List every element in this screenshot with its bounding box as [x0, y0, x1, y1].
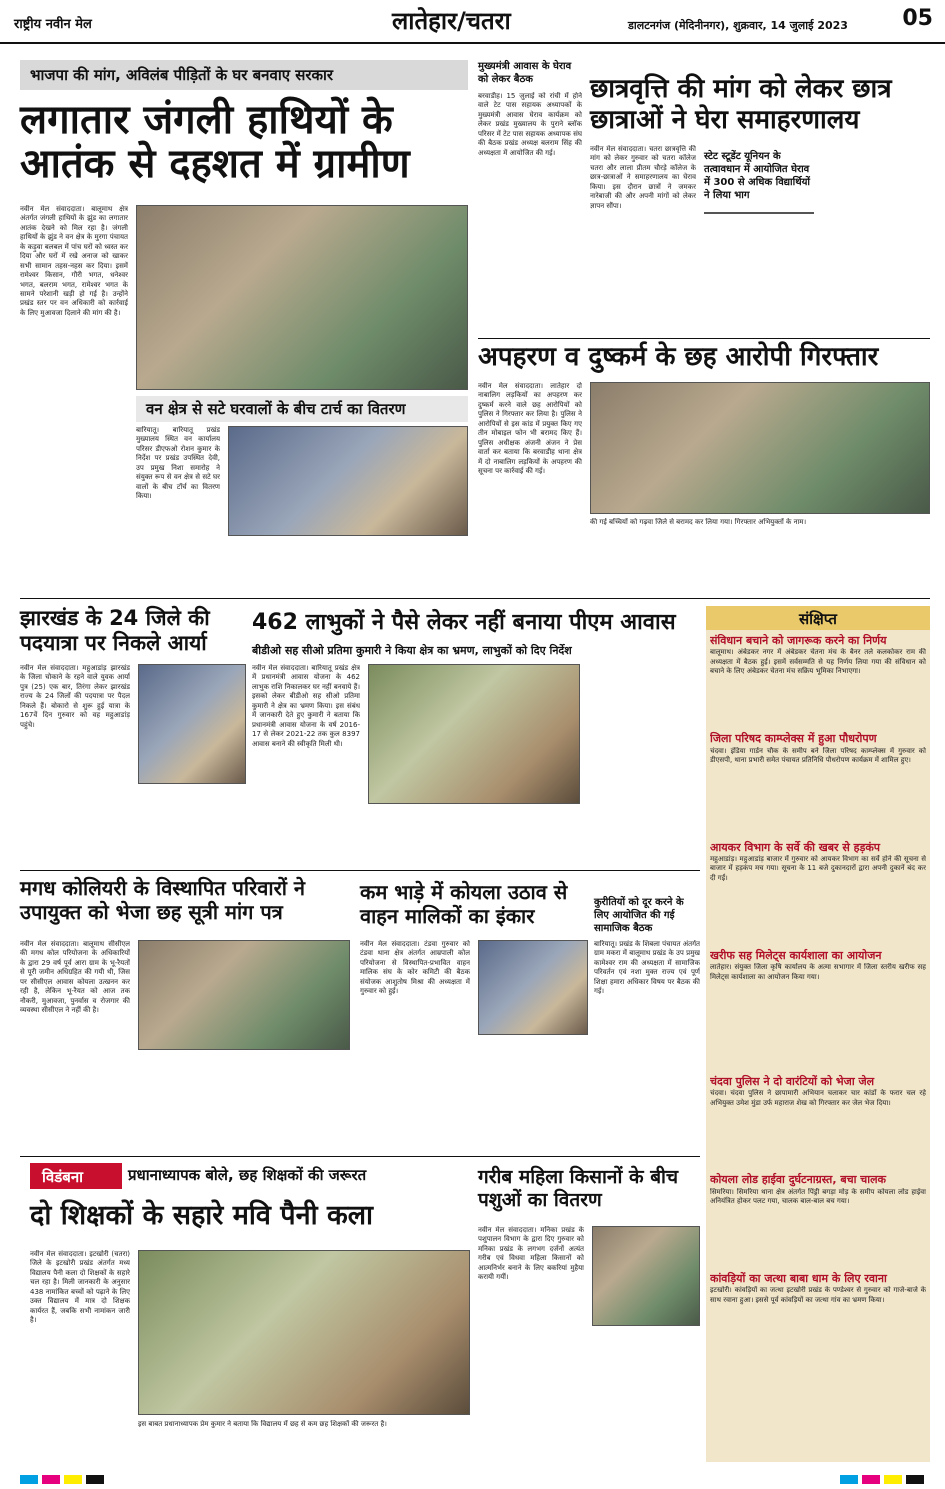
scholarship-headline: छात्रवृत्ति की मांग को लेकर छात्र छात्राओं ने घेरा समाहरणालय: [590, 74, 892, 136]
sankshipt-item-head: जिला परिषद काम्प्लेक्स में हुआ पौधरोपण: [710, 732, 877, 746]
magadh-body: नवीन मेल संवाददाता। बालूमाथ सीसीएल की मगध कोल परियोजना के अधिकारियों के द्वारा 29 वर्ष पूर्व आरा ग्राम के भू-रैयतों से पूरी जमीन अधिग्रहित की गयी थी, जिस पर सीसीएल आवास कोयला उत्खनन कर रही है, लेकिन भू-रैयत को आज तक नौकरी, मुआवजा, पुनर्वास व रोजगार की व्यवस्था सीसीएल ने नहीं की है।: [20, 940, 130, 1015]
sankshipt-item-head: आयकर विभाग के सर्वे की खबर से हड़कंप: [710, 840, 881, 854]
coal-body: नवीन मेल संवाददाता। टंडवा गुरुवार को टंडवा थाना क्षेत्र अंतर्गत आम्रपाली कोल परियोजना से विस्थापित-प्रभावित वाहन मालिक संघ के कोर कमिटी की बैठक संयोजक आशुतोष मिश्रा की अध्यक्षता में गुरुवार को हुई।: [360, 940, 470, 996]
torch-headline: वन क्षेत्र से सटे घरवालों के बीच टार्च का वितरण: [146, 400, 406, 418]
sankshipt-item-body: बालूमाथ। अंबेडकर नगर में अंबेडकर चेतना मंच के बैनर तले कलकोकर राम की अध्यक्षता में बैठक हुई। इसमें सर्वसम्मति से यह निर्णय लिया गया की संविधान को बचाने के लिए अंबेडकर चेतना मंच सक्रिय भूमिका निभाएगा।: [710, 648, 926, 676]
scholarship-subhead: स्टेट स्टूडेंट यूनियन के तत्वावधान में आयोजित घेराव में 300 से अधिक विद्यार्थियों ने लिया भाग: [704, 151, 811, 201]
sankshipt-item: [710, 949, 926, 1075]
coal-photo: [478, 940, 588, 1035]
print-color-bar: [0, 1470, 945, 1489]
dateline: डालटनगंज (मेदिनीनगर), शुक्रवार, 14 जुलाई 2023: [628, 19, 848, 32]
pm-awas-headline: 462 लाभुकों ने पैसे लेकर नहीं बनाया पीएम आवास: [252, 610, 676, 635]
torch-body: बारियातू। बारियातू प्रखंड मुख्यालय स्थित वन कार्यालय परिसर डीएफओ रोशन कुमार के निर्देश पर प्रखंड उपस्थित देवी, उप प्रमुख निशा समारोह ने संयुक्त रूप से वन क्षेत्र से सटे घर वालों के बीच टॉर्च का वितरण किया।: [136, 426, 220, 501]
pm-awas-subhead: बीडीओ सह सीओ प्रतिमा कुमारी ने किया क्षेत्र का भ्रमण, लाभुकों को दिए निर्देश: [252, 644, 572, 657]
lead-photo: [136, 205, 468, 390]
abduction-body: नवीन मेल संवाददाता। लातेहार दो नाबालिग लड़कियों का अपहरण कर दुष्कर्म करने वाले छह आरोपियों को पुलिस ने गिरफ्तार कर लिया है। पुलिस ने आरोपियों से इस कांड में प्रयुक्त किए गए तीन मोबाइल फोन भी बरामद किए हैं। पुलिस अधीक्षक अंजनी अंजन ने प्रेस वार्ता कर बताया कि बरवाडीह थाना क्षेत्र में दो नाबालिग लड़कियों के अपहरण की सूचना पर कार्रवाई की गई।: [478, 382, 582, 475]
masthead: [0, 0, 945, 44]
sankshipt-item-body: इटखोरी। कांवड़ियों का जत्था इटखोरी प्रखंड के पण्डेश्वर से गुरुवार को गाजे-बाजे के साथ रवाना हुआ। इससे पूर्व कांवड़ियों का जत्था गांव का भ्रमण किया।: [710, 1286, 926, 1304]
kuriti-headline: कुरीतियों को दूर करने के लिए आयोजित की गई सामाजिक बैठक: [594, 897, 684, 934]
page-number: 05: [902, 6, 933, 31]
kuriti-body: बारियातू। प्रखंड के शिबला पंचायत अंतर्गत ग्राम मकरा में बालूमाथ प्रखंड के उप प्रमुख कामेश्वर राम की अध्यक्षता में सामाजिक परिवर्तन एवं नशा मुक्त राज्य एवं पूर्ण शिक्षा हमारा अधिकार विषय पर बैठक की गई।: [594, 940, 700, 996]
magadh-photo: [138, 940, 350, 1050]
school-tag: विडंबना: [30, 1163, 122, 1189]
sankshipt-title: संक्षिप्त: [706, 606, 930, 630]
sankshipt-item-body: महुआडांड़। महुआडांड़ बाजार में गुरुवार को आयकर विभाग का सर्वे होने की सूचना से बाजार में हड़कंप मच गया। सूचना के 11 बजे दुकानदारों द्वारा अपनी दुकानें बंद कर दी गईं।: [710, 854, 926, 882]
sankshipt-item: [710, 732, 926, 840]
sankshipt-item-body: लातेहार। संयुक्त जिला कृषि कार्यालय के अत्मा सभागार में जिला स्तरीय खरीफ सह मिलेट्स कार्यशाला का आयोजन किया गया।: [710, 963, 926, 981]
sankshipt-item: [710, 1075, 926, 1173]
sankshipt-item: [710, 1272, 926, 1370]
torch-photo: [228, 426, 468, 536]
yatra-body: नवीन मेल संवाददाता। महुआडांड़ झारखंड के जिला चोकाने के रहने वाले युवक आर्या पुत्र (25) एक बार, तिरंगा लेकर झारखंड राज्य के 24 जिलों की पदयात्रा पर पैदल निकले हैं। बोकारो से शुरू हुई यात्रा के 167वें दिन गुरुवार को वह महुआडांड़ पहुंचे।: [20, 664, 130, 729]
lead-body: नवीन मेल संवाददाता। बालूमाथ क्षेत्र अंतर्गत जंगली हाथियों के झुंड का लगातार आतंक देखने को मिल रहा है। जंगली हाथियों के झुंड ने वन क्षेत्र के मुरगा पंचायत के कड़ुवा बलबल में पांच घरों को ध्वस्त कर दिया और घरों में रखे अनाज को खाकर सभी सामान तहस-नहस कर दिया। इसमें रामेश्वर किसान, गौरी भगत, धनेश्वर भगत, बलराम भगत, रामेश्वर भगत के सामने परेशानी खड़ी हो गई है। उन्होंने प्रखंड स्तर पर वन अधिकारी को कार्रवाई के लिए मुआवजा दिलाने की मांग की है।: [20, 205, 128, 317]
coal-headline: कम भाड़े में कोयला उठाव से वाहन मालिकों का इंकार: [360, 880, 568, 928]
farmers-photo: [592, 1226, 700, 1326]
sankshipt-item: [710, 634, 926, 732]
pm-awas-photo: [368, 664, 580, 804]
cm-awas-headline: मुख्यमंत्री आवास के घेराव को लेकर बैठक: [478, 61, 572, 85]
yatra-headline: झारखंड के 24 जिले की पदयात्रा पर निकले आर्या: [20, 606, 210, 656]
school-photo: [138, 1250, 470, 1415]
pm-awas-body: नवीन मेल संवाददाता। बारियातू प्रखंड क्षेत्र में प्रधानमंत्री आवास योजना के 462 लाभुक राशि निकालकर घर नहीं बनवाये हैं। इसको लेकर बीडीओ सह सीओ प्रतिमा कुमारी ने क्षेत्र का भ्रमण किया। इस संबंध में जानकारी देते हुए कुमारी ने बताया कि प्रधानमंत्री आवास योजना के वर्ष 2016-17 से लेकर 2021-22 तक कुल 8397 आवास बनाने की स्वीकृति मिली थी।: [252, 664, 360, 748]
lead-headline: लगातार जंगली हाथियों के आतंक से दहशत में ग्रामीण: [20, 97, 410, 187]
sankshipt-item: [710, 841, 926, 949]
school-caption: इस बाबत प्रधानाध्यापक प्रेम कुमार ने बताया कि विद्यालय में छह से कम छह शिक्षकों की जरूरत है।: [138, 1420, 387, 1428]
brand-name: राष्ट्रीय नवीन मेल: [14, 17, 92, 32]
school-kicker: प्रधानाध्यापक बोले, छह शिक्षकों की जरूरत: [128, 1166, 367, 1184]
sankshipt-list: [710, 634, 926, 1458]
section-title: लातेहार/चतरा: [392, 7, 511, 35]
sankshipt-item: [710, 1173, 926, 1271]
sankshipt-item-body: चंदवा। चंदवा पुलिस ने छापामारी अभियान चलाकर चार कांडों के फरार चल रहे अभियुक्त उमेश मुंडा उर्फ महाराज शेख को गिरफ्तार कर जेल भेज दिया।: [710, 1089, 926, 1107]
school-body: नवीन मेल संवाददाता। इटखोरी (चतरा) जिले के इटखोरी प्रखंड अंतर्गत मध्य विद्यालय पैनी कला दो शिक्षकों के सहारे चल रहा है। मिली जानकारी के अनुसार 438 नामांकित बच्चों को पढ़ाने के लिए उक्त विद्यालय में मात्र दो शिक्षक कार्यरत हैं, जबकि सभी नामांकन जारी है।: [30, 1250, 130, 1325]
sankshipt-item-head: कांवड़ियों का जत्था बाबा धाम के लिए रवाना: [710, 1271, 887, 1285]
yatra-photo: [138, 664, 246, 784]
farmers-body: नवीन मेल संवाददाता। मनिका प्रखंड के पशुपालन विभाग के द्वारा दिए गुरुवार को मनिका प्रखंड के लगभग दर्जनों अत्यंत गरीब एवं विधवा महिला किसानों को आत्मनिर्भर बनाने के लिए बकरियां मुहैया करायी गयीं।: [478, 1226, 584, 1282]
sankshipt-item-body: सिमरिया। सिमरिया थाना क्षेत्र अंतर्गत पिंड्री बगड़ा मोड़ के समीप कोयला लोड हाईवा अनियंत्रित होकर पलट गया, चालक बाल-बाल बच गया।: [710, 1187, 926, 1206]
farmers-headline: गरीब महिला किसानों के बीच पशुओं का वितरण: [478, 1166, 679, 1211]
magadh-headline: मगध कोलियरी के विस्थापित परिवारों ने उपायुक्त को भेजा छह सूत्री मांग पत्र: [20, 876, 305, 924]
sankshipt-item-body: चंदवा। इंडिया गार्डन चौक के समीप बने जिला परिषद काम्प्लेक्स में गुरुवार को डीएसपी, थाना प्रभारी समेत पंचायत प्रतिनिधि पौधरोपण कार्यक्रम में शामिल हुए।: [710, 746, 926, 765]
abduction-photo: [590, 382, 930, 514]
school-headline: दो शिक्षकों के सहारे मवि पैनी कला: [30, 1200, 374, 1231]
sankshipt-item-head: संविधान बचाने को जागरूक करने का निर्णय: [710, 634, 887, 647]
scholarship-body: नवीन मेल संवाददाता। चतरा छात्रवृत्ति की मांग को लेकर गुरुवार को चतरा कॉलेज चतरा और लाला प्रीतम चौरड़े कॉलेज के छात्र-छात्राओं ने समाहरणालय का घेराव किया। इस दौरान छात्रों ने जमकर नारेबाजी की और अपनी मांगों को लेकर ज्ञापन सौंपा।: [590, 145, 696, 210]
abduction-caption: की गई बच्चियों को गढ़वा जिले से बरामद कर लिया गया। गिरफ्तार अभियुक्तों के नाम।: [590, 518, 807, 526]
sankshipt-item-head: खरीफ सह मिलेट्स कार्यशाला का आयोजन: [710, 948, 882, 962]
abduction-headline: अपहरण व दुष्कर्म के छह आरोपी गिरफ्तार: [478, 342, 879, 372]
cm-awas-body: बरवाडीह। 15 जुलाई को रांची में होने वाले टेट पास सहायक अध्यापकों के मुख्यमंत्री आवास घेराव कार्यक्रम को लेकर प्रखंड मुख्यालय के पुराने ब्लॉक परिसर में टेट पास सहायक अध्यापक संघ की बैठक प्रखंड अध्यक्ष बलराम सिंह की अध्यक्षता में आयोजित की गई।: [478, 92, 582, 157]
sankshipt-item-head: चंदवा पुलिस ने दो वारंटियों को भेजा जेल: [710, 1075, 875, 1089]
lead-kicker: भाजपा की मांग, अविलंब पीड़ितों के घर बनवाए सरकार: [20, 60, 468, 90]
sankshipt-item-head: कोयला लोड हाईवा दुर्घटनाग्रस्त, बचा चालक: [710, 1173, 887, 1187]
